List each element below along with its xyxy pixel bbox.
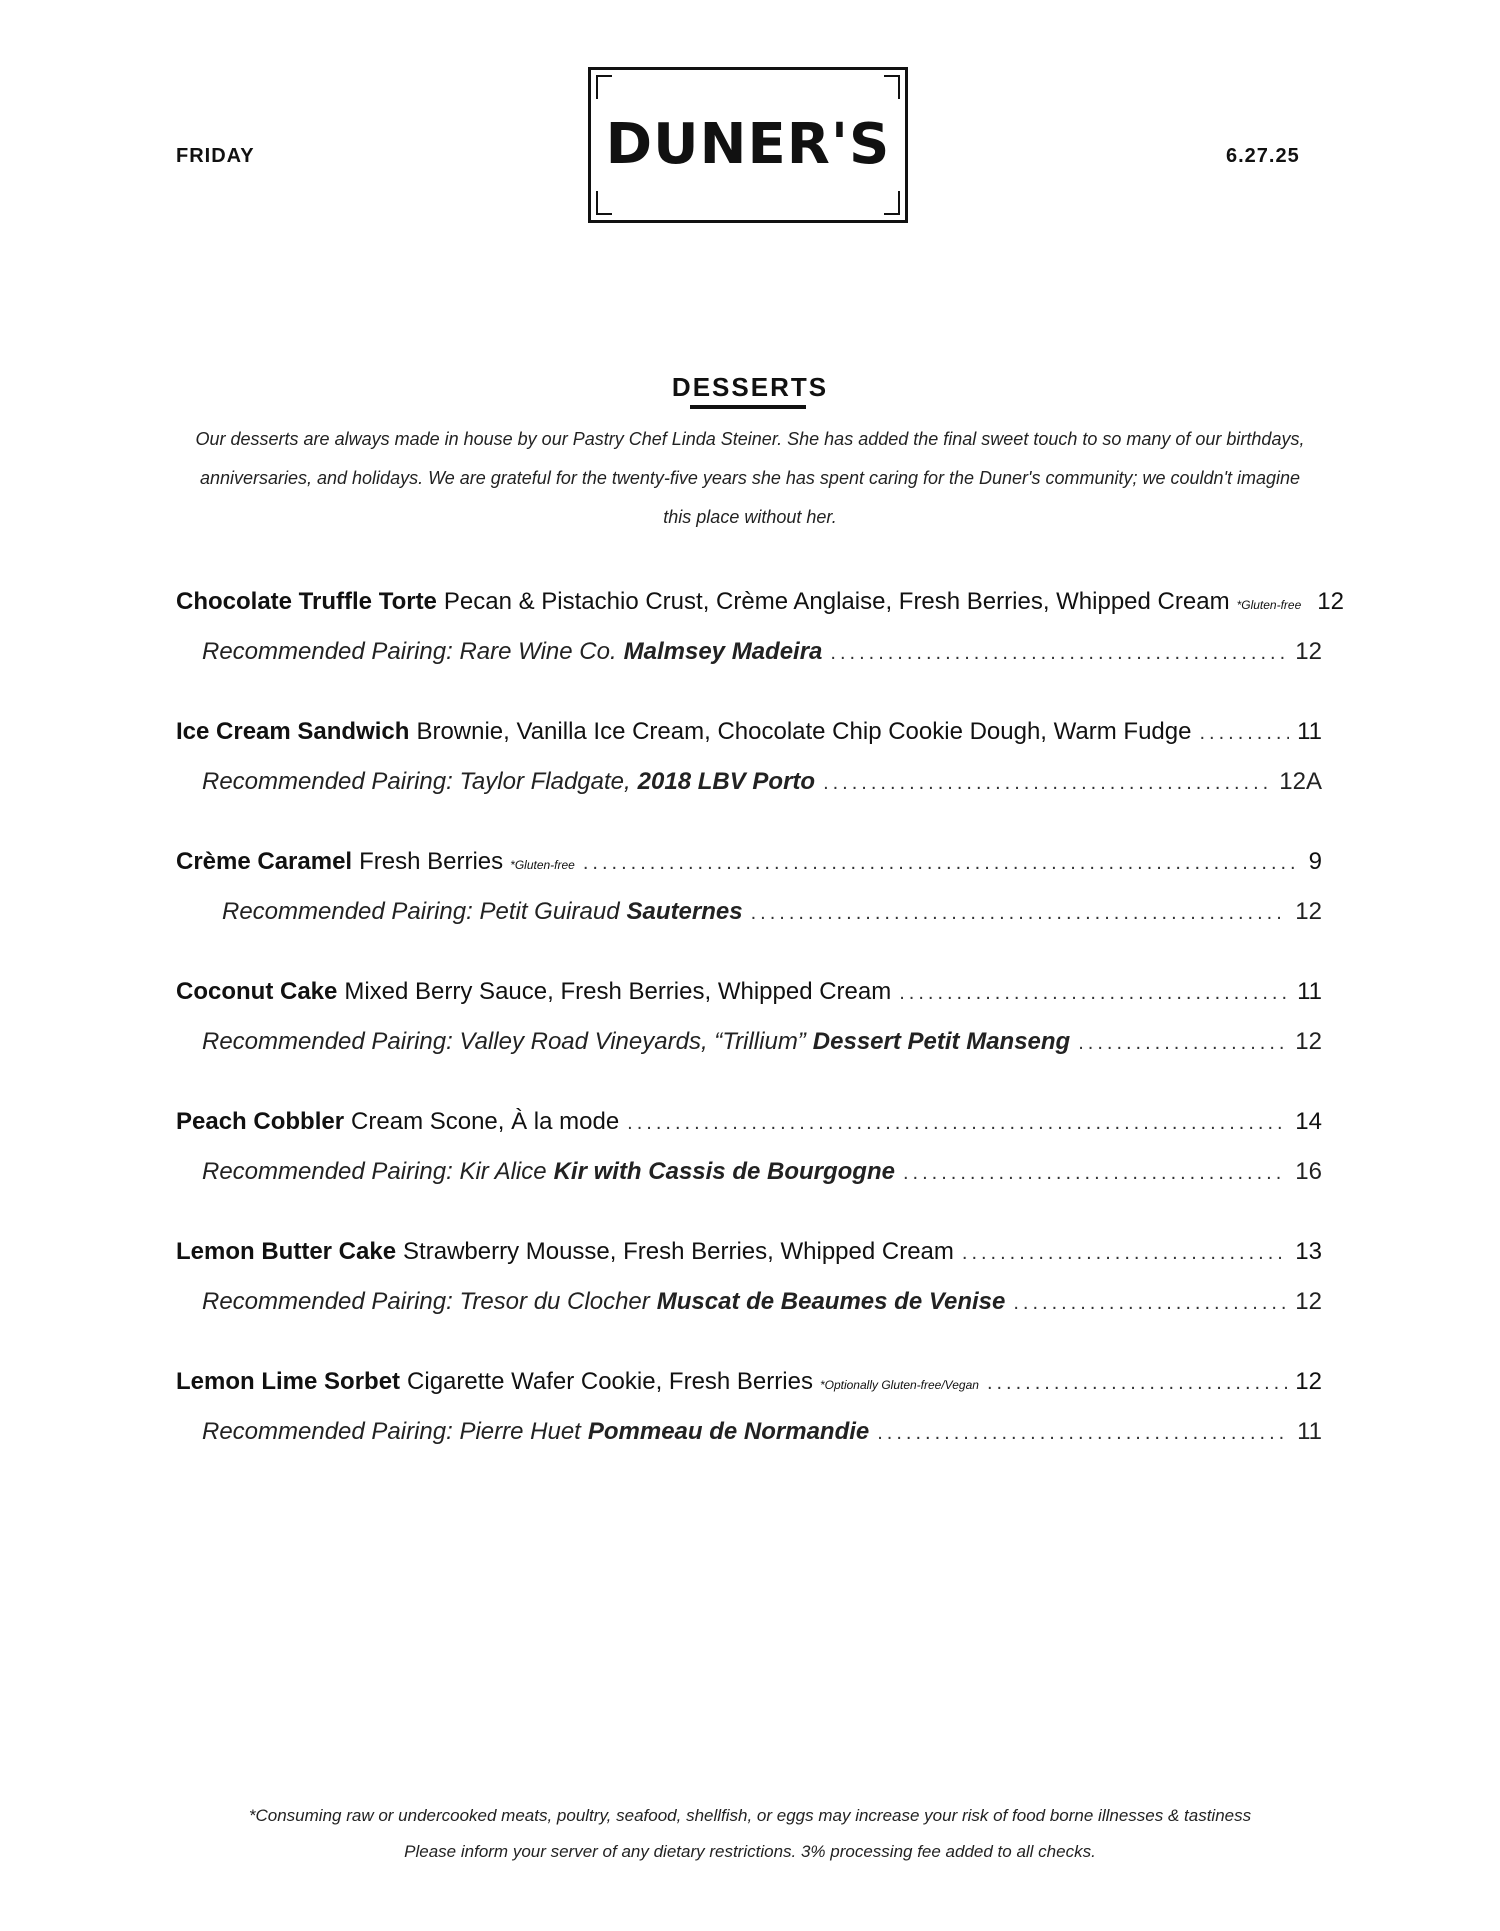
- item-name: Coconut Cake: [176, 978, 338, 1005]
- item-description: Strawberry Mousse, Fresh Berries, Whipped Cream: [403, 1238, 954, 1265]
- dot-leader: [962, 1242, 1287, 1265]
- logo-text: DUNER'S: [605, 112, 891, 177]
- footer-disclaimer: [0, 1798, 1500, 1870]
- pairing-price: 12: [1295, 1288, 1322, 1315]
- pairing-wine: Sauternes: [626, 898, 743, 925]
- pairing-line: [176, 898, 1322, 948]
- menu-day: FRIDAY: [176, 145, 255, 167]
- dot-leader: [877, 1422, 1289, 1445]
- pairing-wine: Dessert Petit Manseng: [812, 1028, 1071, 1055]
- item-price: 12: [1317, 588, 1344, 615]
- pairing-label: Recommended Pairing: Petit Guiraud: [222, 898, 620, 925]
- item-dietary-note: *Gluten-free: [1236, 598, 1302, 612]
- menu-item-line: [176, 1238, 1322, 1288]
- menu-item: [176, 718, 1322, 848]
- logo-corner-ornament: [884, 191, 900, 215]
- section-intro: Our desserts are always made in house by our Pastry Chef Linda Steiner. She has added the final sweet touch to so many of our birthdays, anniversaries, and holidays. We are grateful for the twenty-five years she has spent caring for the Duner's community; we couldn't imagine this place without her.: [195, 429, 1305, 527]
- pairing-label: Recommended Pairing: Taylor Fladgate,: [202, 768, 631, 795]
- item-name: Crème Caramel: [176, 848, 353, 875]
- menu-item-line: [176, 718, 1322, 768]
- pairing-wine: Muscat de Beaumes de Venise: [656, 1288, 1006, 1315]
- logo-corner-ornament: [884, 75, 900, 99]
- item-price: 12: [1295, 1368, 1322, 1395]
- menu-item: [176, 1368, 1322, 1498]
- pairing-label: Recommended Pairing: Rare Wine Co.: [202, 638, 617, 665]
- dot-leader: [987, 1372, 1287, 1395]
- pairing-price: 12: [1295, 1028, 1322, 1055]
- item-price: 14: [1295, 1108, 1322, 1135]
- item-description: Brownie, Vanilla Ice Cream, Chocolate Chip Cookie Dough, Warm Fudge: [416, 718, 1192, 745]
- logo-corner-ornament: [596, 191, 612, 215]
- item-description: Cream Scone, À la mode: [351, 1108, 620, 1135]
- item-name: Peach Cobbler: [176, 1108, 345, 1135]
- dot-leader: [751, 902, 1288, 925]
- item-dietary-note: *Optionally Gluten-free/Vegan: [819, 1378, 979, 1392]
- footer-line-consumption-warning: *Consuming raw or undercooked meats, poultry, seafood, shellfish, or eggs may increase your risk of food borne illnesses & tastiness: [248, 1806, 1252, 1825]
- pairing-wine: 2018 LBV Porto: [637, 768, 816, 795]
- pairing-line: [176, 1288, 1322, 1338]
- pairing-label: Recommended Pairing: Valley Road Vineyards, “Trillium”: [202, 1028, 806, 1055]
- logo: [588, 67, 908, 223]
- dot-leader: [1078, 1032, 1287, 1055]
- dot-leader: [1199, 722, 1289, 745]
- logo-corner-ornament: [596, 75, 612, 99]
- menu-item: [176, 1108, 1322, 1238]
- menu-item: [176, 848, 1322, 978]
- dot-leader: [899, 982, 1289, 1005]
- pairing-price: 11: [1297, 1418, 1322, 1445]
- pairing-label: Recommended Pairing: Kir Alice: [202, 1158, 547, 1185]
- item-name: Lemon Butter Cake: [176, 1238, 397, 1265]
- pairing-line: [176, 1418, 1322, 1468]
- dot-leader: [830, 642, 1287, 665]
- menu-item-line: [176, 848, 1322, 898]
- dot-leader: [583, 852, 1301, 875]
- item-dietary-note: *Gluten-free: [510, 858, 575, 872]
- menu-item-line: [176, 978, 1322, 1028]
- item-price: 11: [1297, 978, 1322, 1005]
- pairing-price: 12A: [1279, 768, 1322, 795]
- item-price: 9: [1308, 848, 1322, 875]
- pairing-label: Recommended Pairing: Pierre Huet: [202, 1418, 581, 1445]
- pairing-price: 16: [1295, 1158, 1322, 1185]
- pairing-line: [176, 638, 1322, 688]
- menu-item-line: [176, 1368, 1322, 1418]
- item-description: Pecan & Pistachio Crust, Crème Anglaise, Fresh Berries, Whipped Cream: [443, 588, 1230, 615]
- pairing-line: [176, 1028, 1322, 1078]
- menu-item: [176, 588, 1344, 718]
- pairing-line: [176, 768, 1322, 818]
- pairing-wine: Kir with Cassis de Bourgogne: [553, 1158, 895, 1185]
- dot-leader: [903, 1162, 1287, 1185]
- pairing-price: 12: [1295, 898, 1322, 925]
- item-description: Fresh Berries: [359, 848, 504, 875]
- dessert-menu: [176, 588, 1344, 1498]
- section-title-underline: [690, 405, 806, 409]
- menu-item-line: [176, 588, 1344, 638]
- menu-item: [176, 1238, 1322, 1368]
- pairing-wine: Pommeau de Normandie: [587, 1418, 870, 1445]
- dot-leader: [627, 1112, 1287, 1135]
- footer-line-dietary-notice: Please inform your server of any dietary restrictions. 3% processing fee added to all checks.: [404, 1842, 1096, 1861]
- menu-date: 6.27.25: [1226, 145, 1300, 167]
- item-description: Mixed Berry Sauce, Fresh Berries, Whipped Cream: [344, 978, 892, 1005]
- item-price: 11: [1297, 718, 1322, 745]
- item-description: Cigarette Wafer Cookie, Fresh Berries: [407, 1368, 813, 1395]
- item-name: Ice Cream Sandwich: [176, 718, 410, 745]
- pairing-price: 12: [1295, 638, 1322, 665]
- item-price: 13: [1295, 1238, 1322, 1265]
- pairing-label: Recommended Pairing: Tresor du Clocher: [202, 1288, 650, 1315]
- item-name: Chocolate Truffle Torte: [176, 588, 437, 615]
- menu-item-line: [176, 1108, 1322, 1158]
- dot-leader: [823, 772, 1271, 795]
- pairing-line: [176, 1158, 1322, 1208]
- item-name: Lemon Lime Sorbet: [176, 1368, 401, 1395]
- menu-item: [176, 978, 1322, 1108]
- section-title: DESSERTS: [671, 372, 829, 402]
- dot-leader: [1013, 1292, 1287, 1315]
- pairing-wine: Malmsey Madeira: [623, 638, 823, 665]
